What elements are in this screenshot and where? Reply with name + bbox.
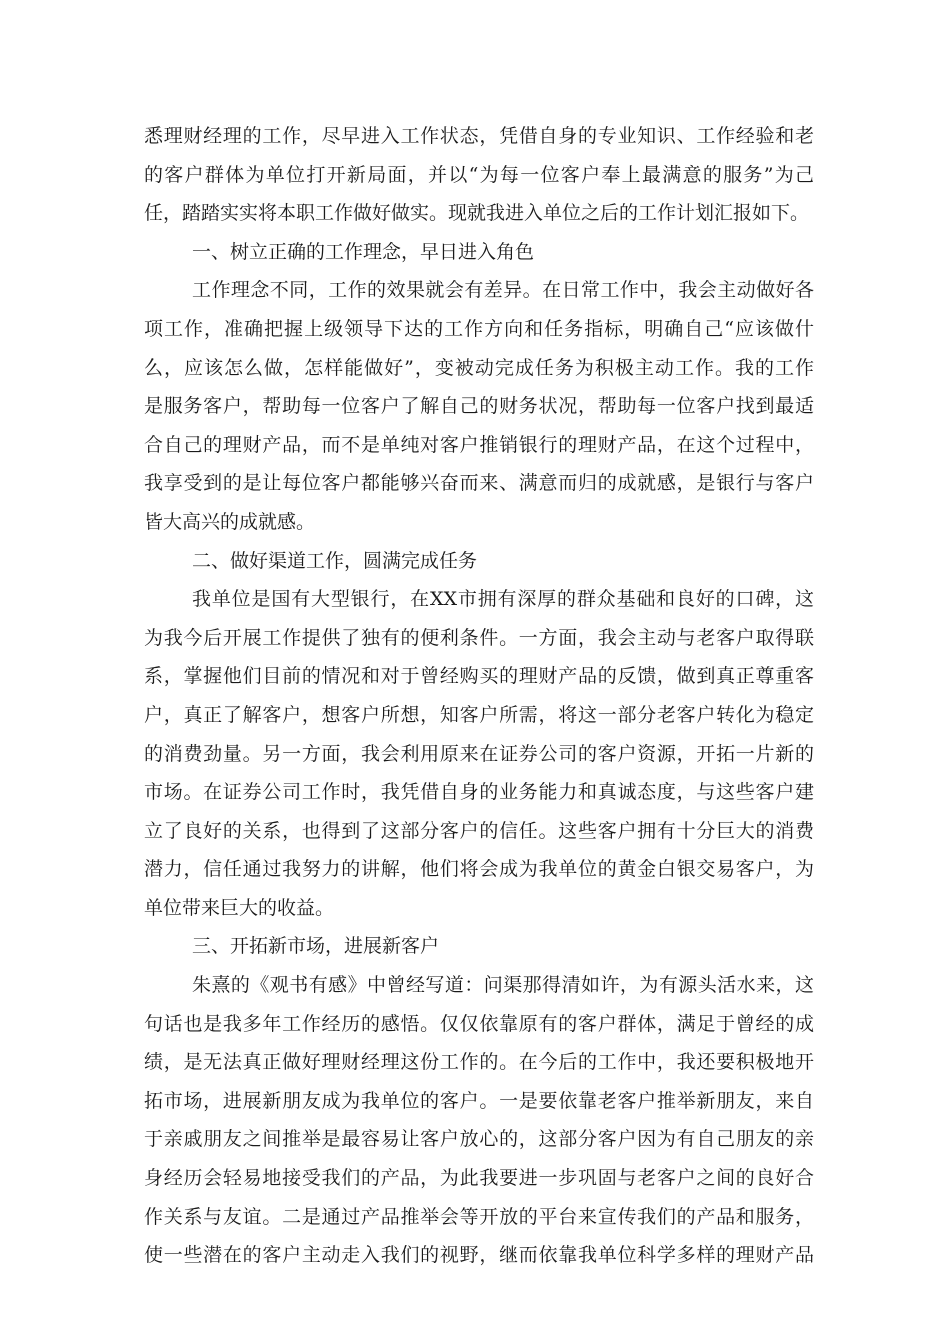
text-line: 使一些潜在的客户主动走入我们的视野，继而依靠我单位科学多样的理财产品	[144, 1244, 814, 1267]
text-line: 工作理念不同，工作的效果就会有差异。在日常工作中，我会主动做好各	[192, 279, 814, 302]
text-line: 作关系与友谊。二是通过产品推举会等开放的平台来宣传我们的产品和服务，	[144, 1205, 814, 1228]
text-line: 是服务客户，帮助每一位客户了解自己的财务状况，帮助每一位客户找到最适	[144, 395, 814, 418]
text-line: 的消费劲量。另一方面，我会利用原来在证券公司的客户资源，开拓一片新的	[144, 742, 814, 765]
text-line: 单位带来巨大的收益。	[144, 896, 335, 919]
text-line: 任，踏踏实实将本职工作做好做实。现就我进入单位之后的工作计划汇报如下。	[144, 202, 810, 225]
text-line: 的客户群体为单位打开新局面，并以“为每一位客户奉上最满意的服务”为己	[144, 163, 814, 186]
text-line: 合自己的理财产品，而不是单纯对客户推销银行的理财产品，在这个过程中，	[144, 433, 814, 456]
section-heading: 三、开拓新市场，进展新客户	[192, 935, 440, 958]
text-line: 悉理财经理的工作，尽早进入工作状态，凭借自身的专业知识、工作经验和老	[144, 125, 814, 147]
text-line: 绩，是无法真正做好理财经理这份工作的。在今后的工作中，我还要积极地开	[144, 1051, 814, 1074]
text-line: 市场。在证券公司工作时，我凭借自身的业务能力和真诚态度，与这些客户建	[144, 781, 814, 804]
text-line: 潜力，信任通过我努力的讲解，他们将会成为我单位的黄金白银交易客户，为	[144, 858, 814, 881]
section-heading: 一、树立正确的工作理念，早日进入角色	[192, 240, 535, 263]
text-line: 我单位是国有大型银行，在XX市拥有深厚的群众基础和良好的口碑，这	[192, 588, 814, 611]
text-line: 句话也是我多年工作经历的感悟。仅仅依靠原有的客户群体，满足于曾经的成	[144, 1012, 814, 1035]
text-line: 身经历会轻易地接受我们的产品，为此我要进一步巩固与老客户之间的良好合	[144, 1167, 814, 1190]
text-line: 户，真正了解客户，想客户所想，知客户所需，将这一部分老客户转化为稳定	[144, 703, 814, 726]
text-line: 拓市场，进展新朋友成为我单位的客户。一是要依靠老客户推举新朋友，来自	[144, 1089, 814, 1112]
document-body	[144, 117, 814, 1275]
text-line: 系，掌握他们目前的情况和对于曾经购买的理财产品的反馈，做到真正尊重客	[144, 665, 814, 688]
text-line: 么，应该怎么做，怎样能做好”，变被动完成任务为积极主动工作。我的工作	[144, 356, 814, 379]
text-line: 我享受到的是让每位客户都能够兴奋而来、满意而归的成就感，是银行与客户	[144, 472, 814, 495]
text-line: 立了良好的关系，也得到了这部分客户的信任。这些客户拥有十分巨大的消费	[144, 819, 814, 842]
text-line: 皆大高兴的成就感。	[144, 510, 316, 533]
section-heading: 二、做好渠道工作，圆满完成任务	[192, 549, 478, 572]
text-line: 朱熹的《观书有感》中曾经写道：问渠那得清如许，为有源头活水来，这	[192, 974, 814, 997]
text-line: 于亲戚朋友之间推举是最容易让客户放心的，这部分客户因为有自己朋友的亲	[144, 1128, 814, 1151]
text-line: 为我今后开展工作提供了独有的便利条件。一方面，我会主动与老客户取得联	[144, 626, 814, 649]
text-line: 项工作，准确把握上级领导下达的工作方向和任务指标，明确自己“应该做什	[144, 317, 814, 340]
